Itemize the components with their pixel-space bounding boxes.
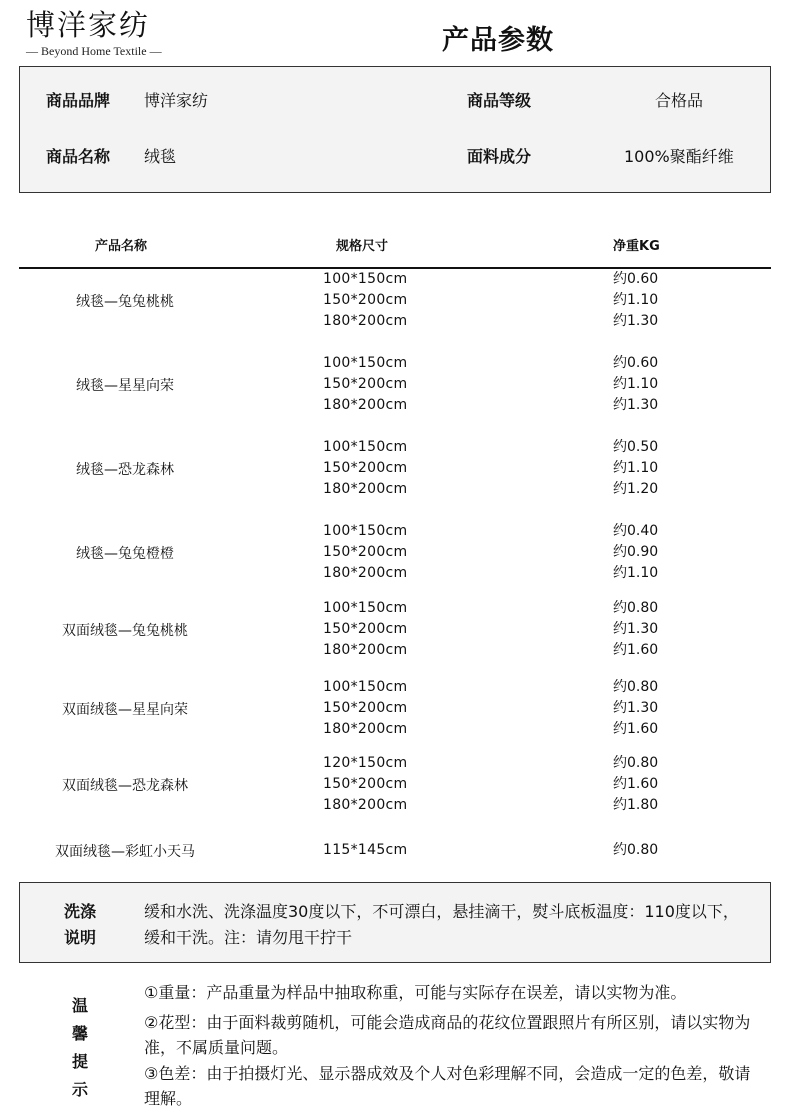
weight-value: 约1.30 (613, 313, 659, 329)
row-sizes (323, 521, 407, 584)
weight-value: 约1.60 (613, 642, 659, 658)
name-value: 绒毯 (144, 147, 177, 166)
weight-value: 约1.30 (613, 397, 659, 413)
header-name: 产品名称 (95, 239, 148, 254)
size-value: 150*200cm (323, 460, 408, 476)
wash-text: 缓和水洗、洗涤温度30度以下，不可漂白，悬挂滴干，熨斗底板温度：110度以下，缓和干洗。注：请勿甩干拧干 (144, 902, 739, 947)
row-sizes (323, 353, 407, 416)
weight-value: 约0.80 (613, 755, 659, 771)
weight-value: 约1.10 (613, 565, 659, 581)
tips-label-char: 馨 (71, 1024, 88, 1043)
weight-value: 约1.60 (613, 721, 659, 737)
size-value: 180*200cm (323, 397, 408, 413)
row-sizes (323, 677, 407, 740)
header-size: 规格尺寸 (336, 239, 389, 254)
size-value: 100*150cm (323, 271, 408, 287)
header-weight: 净重KG (613, 239, 660, 254)
weight-value: 约0.60 (613, 355, 659, 371)
weight-value: 约0.60 (613, 271, 659, 287)
tip-color: ③色差：由于拍摄灯光、显示器成效及个人对色彩理解不同，会造成一定的色差，敬请理解。 (144, 1064, 751, 1108)
tips-label-char: 示 (71, 1080, 88, 1099)
row-weights (613, 353, 658, 416)
size-value: 150*200cm (323, 376, 408, 392)
size-value: 150*200cm (323, 700, 408, 716)
size-value: 180*200cm (323, 797, 408, 813)
size-value: 180*200cm (323, 565, 408, 581)
row-weights (613, 840, 658, 861)
weight-value: 约1.20 (613, 481, 659, 497)
row-product-name: 绒毯—星星向荣 (76, 377, 174, 394)
row-product-name: 双面绒毯—星星向荣 (62, 701, 188, 718)
weight-value: 约1.80 (613, 797, 659, 813)
size-value: 120*150cm (323, 755, 408, 771)
weight-value: 约1.10 (613, 292, 659, 308)
row-product-name: 双面绒毯—彩虹小天马 (55, 843, 195, 860)
brand-label: 商品品牌 (46, 91, 111, 110)
fabric-label: 面料成分 (467, 147, 532, 166)
weight-value: 约0.40 (613, 523, 659, 539)
weight-value: 约1.30 (613, 700, 659, 716)
weight-value: 约0.90 (613, 544, 659, 560)
size-value: 100*150cm (323, 600, 408, 616)
row-weights (613, 677, 658, 740)
logo-name: 博洋家纺 (26, 8, 151, 42)
row-weights (613, 753, 658, 816)
size-value: 150*200cm (323, 621, 408, 637)
grade-value: 合格品 (655, 91, 704, 110)
size-value: 180*200cm (323, 313, 408, 329)
weight-value: 约1.10 (613, 376, 659, 392)
weight-value: 约1.60 (613, 776, 659, 792)
row-product-name: 绒毯—兔兔桃桃 (76, 293, 174, 310)
row-sizes (323, 269, 407, 332)
size-value: 100*150cm (323, 679, 408, 695)
size-value: 100*150cm (323, 523, 408, 539)
row-product-name: 绒毯—恐龙森林 (76, 461, 174, 478)
weight-value: 约0.80 (613, 600, 659, 616)
name-label: 商品名称 (46, 147, 111, 166)
size-value: 180*200cm (323, 642, 408, 658)
tip-weight: ①重量：产品重量为样品中抽取称重，可能与实际存在误差，请以实物为准。 (144, 983, 687, 1002)
tip-pattern: ②花型：由于面料裁剪随机，可能会造成商品的花纹位置跟照片有所区别，请以实物为准，不属质量问题。 (144, 1013, 751, 1057)
page-title: 产品参数 (442, 25, 554, 56)
size-value: 100*150cm (323, 355, 408, 371)
product-info-box (19, 66, 771, 193)
wash-label (60, 899, 100, 951)
size-value: 150*200cm (323, 292, 408, 308)
weight-value: 约1.30 (613, 621, 659, 637)
wash-label-line1: 洗涤 (63, 902, 96, 921)
weight-value: 约0.50 (613, 439, 659, 455)
weight-value: 约0.80 (613, 842, 659, 858)
fabric-value: 100%聚酯纤维 (624, 147, 734, 166)
row-sizes (323, 840, 407, 861)
tips-label-char: 温 (71, 996, 88, 1015)
tips-label-char: 提 (71, 1052, 88, 1071)
wash-label-line2: 说明 (63, 928, 96, 947)
weight-value: 约0.80 (613, 679, 659, 695)
size-value: 180*200cm (323, 481, 408, 497)
size-value: 180*200cm (323, 721, 408, 737)
size-value: 115*145cm (323, 842, 408, 858)
brand-logo (26, 8, 196, 59)
size-value: 150*200cm (323, 776, 408, 792)
row-weights (613, 598, 658, 661)
grade-label: 商品等级 (467, 91, 532, 110)
weight-value: 约1.10 (613, 460, 659, 476)
row-product-name: 绒毯—兔兔橙橙 (76, 545, 174, 562)
row-weights (613, 521, 658, 584)
row-product-name: 双面绒毯—恐龙森林 (62, 777, 188, 794)
size-value: 100*150cm (323, 439, 408, 455)
logo-tagline: — Beyond Home Textile — (26, 44, 162, 58)
size-value: 150*200cm (323, 544, 408, 560)
tips-label (68, 992, 92, 1104)
row-sizes (323, 437, 407, 500)
row-weights (613, 437, 658, 500)
row-product-name: 双面绒毯—兔兔桃桃 (62, 622, 188, 639)
row-sizes (323, 598, 407, 661)
wash-instructions-box (19, 882, 771, 963)
row-sizes (323, 753, 407, 816)
row-weights (613, 269, 658, 332)
brand-value: 博洋家纺 (144, 91, 209, 110)
